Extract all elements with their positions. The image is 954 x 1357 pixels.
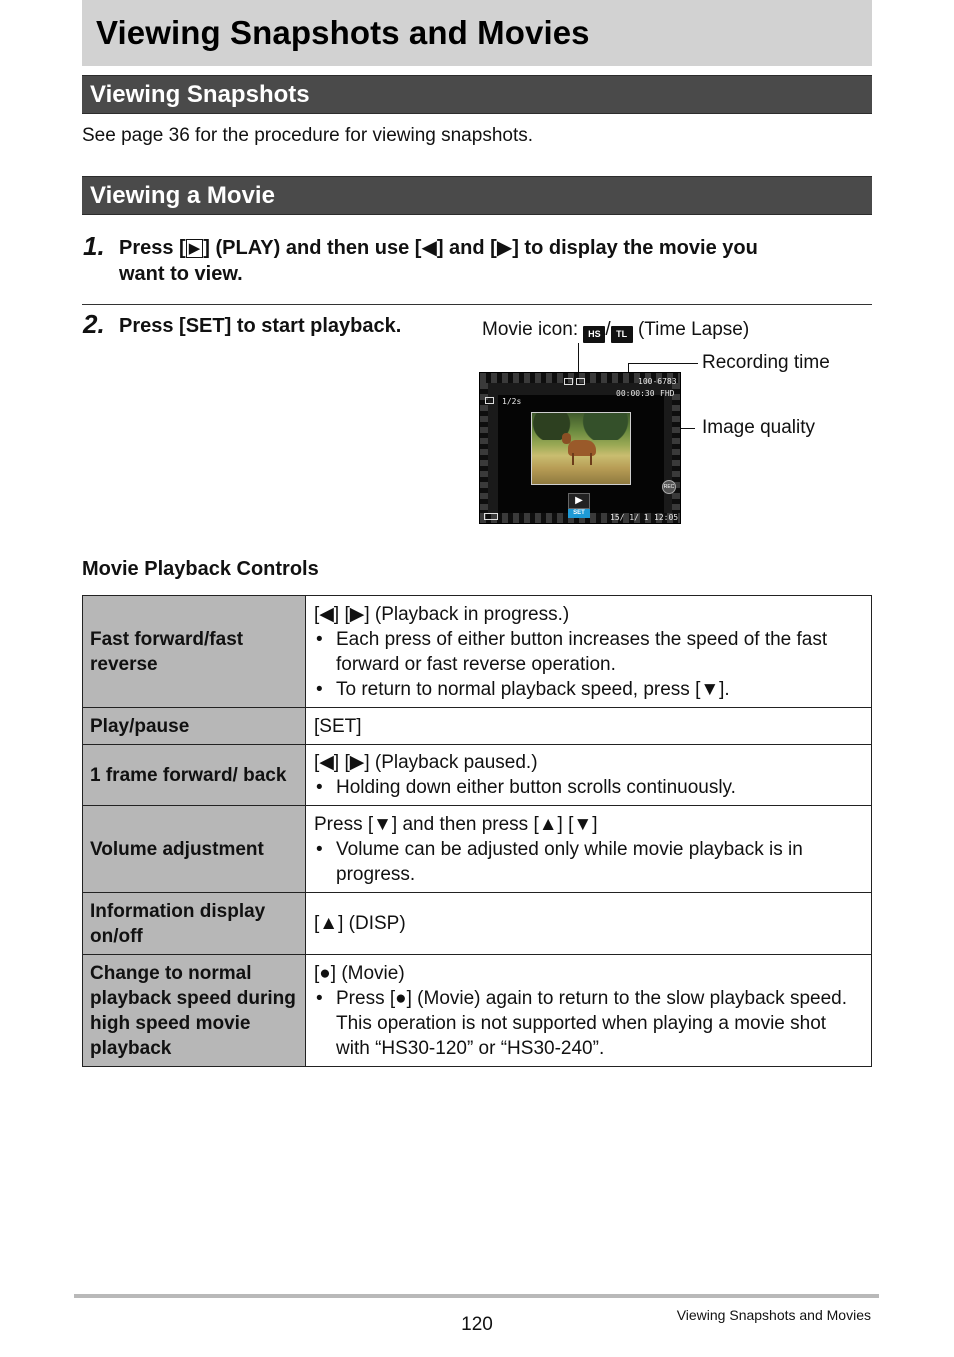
screen-clock: 12:05 (654, 513, 679, 522)
running-title: Viewing Snapshots and Movies (676, 1307, 871, 1323)
section-title-movie: Viewing a Movie (90, 182, 275, 209)
page-number: 120 (461, 1314, 493, 1335)
image-quality-callout: Image quality (702, 417, 816, 438)
deer-photo (531, 412, 631, 485)
table-row (83, 806, 872, 893)
movie-icon-label: Movie icon: (482, 319, 579, 340)
photo-deer-leg (590, 453, 592, 465)
table-row (83, 708, 872, 745)
film-strip-right (672, 383, 680, 513)
step-1-number: 1. (83, 231, 105, 261)
control-lead: [◀] [▶] (Playback in progress.) (314, 603, 570, 625)
screen-shutter: 1/2s (502, 397, 522, 406)
playback-controls-table (82, 595, 872, 1067)
step-2-text: Press [SET] to start playback. (119, 315, 402, 337)
right-arrow-icon: ▶ (496, 237, 513, 259)
photo-trees (532, 413, 630, 440)
list-item: • Volume can be adjusted only while movie playback is in progress. (314, 837, 863, 887)
step-1-line2: want to view. (119, 263, 243, 285)
step-divider (82, 304, 872, 305)
control-key: 1 frame forward/ back (83, 745, 306, 806)
screen-play-icon: ▶ (568, 493, 590, 509)
step-1-part: ] and [ (436, 237, 497, 259)
control-lead: [▲] (DISP) (314, 913, 406, 934)
list-item: • To return to normal playback speed, press [▼]. (314, 677, 863, 702)
control-key: Fast forward/fast reverse (83, 596, 306, 708)
section-title-snapshots: Viewing Snapshots (90, 81, 310, 108)
screen-mode-icon (485, 397, 494, 404)
control-key: Information display on/off (83, 893, 306, 955)
control-description (306, 955, 872, 1067)
screen-date: 15/ 1/ 1 (610, 513, 649, 522)
screen-set-label: SET (568, 509, 590, 518)
time-lapse-icon: TL (611, 326, 633, 343)
screen-recording-time: 00:00:30 (616, 389, 655, 398)
bullet-text: Each press of either button increases the speed of the fast forward or fast reverse operation. (336, 628, 828, 675)
table-row (83, 893, 872, 955)
section-header-movie (82, 176, 872, 215)
bullet-text: To return to normal playback speed, press [▼]. (336, 678, 730, 700)
bullet-text: Volume can be adjusted only while movie playback is in progress. (336, 838, 803, 885)
camera-display-illustration (479, 372, 681, 524)
table-row (83, 596, 872, 708)
list-item: • Press [●] (Movie) again to return to the slow playback speed. This operation is not supported when playing a movie shot with “HS30-120” or “HS30-240”. (314, 986, 863, 1061)
control-description (306, 596, 872, 708)
control-key: Change to normal playback speed during high speed movie playback (83, 955, 306, 1067)
photo-deer-leg (572, 453, 574, 465)
movie-icon-suffix: (Time Lapse) (637, 319, 750, 340)
left-arrow-icon: ◀ (421, 237, 437, 259)
movie-icon-separator: / (605, 319, 611, 340)
bullet-text: Press [●] (Movie) again to return to the slow playback speed. This operation is not supported when playing a movie shot with “HS30-120” or “HS30-240”. (336, 987, 847, 1059)
screen-quality: FHD (660, 389, 675, 398)
control-lead: [●] (Movie) (314, 962, 405, 984)
play-button-icon: ▶ (186, 239, 204, 258)
screen-file-number: 100-6783 (638, 377, 677, 386)
control-lead: [◀] [▶] (Playback paused.) (314, 752, 538, 773)
control-lead: [SET] (314, 715, 362, 737)
controls-heading: Movie Playback Controls (82, 558, 319, 580)
recording-time-leader-h (628, 363, 698, 364)
movie-icon-callout (482, 319, 749, 343)
control-description (306, 745, 872, 806)
list-item: • Each press of either button increases the speed of the fast forward or fast reverse operation. (314, 627, 863, 677)
table-row (83, 745, 872, 806)
screen-battery-icon (484, 513, 498, 520)
section-header-snapshots (82, 75, 872, 114)
screen-rec-icon: REC (662, 480, 676, 494)
footer-divider (74, 1294, 879, 1298)
list-item: • Holding down either button scrolls continuously. (314, 775, 863, 800)
step-2-number: 2. (83, 309, 105, 339)
control-key: Volume adjustment (83, 806, 306, 893)
screen-time-lapse-icon (576, 378, 585, 385)
control-lead: Press [▼] and then press [▲] [▼] (314, 813, 598, 835)
page-title: Viewing Snapshots and Movies (96, 14, 590, 51)
step-1-part: ] (PLAY) and then use [ (203, 237, 422, 259)
snapshots-text: See page 36 for the procedure for viewing snapshots. (82, 125, 534, 146)
page-title-bar (82, 0, 872, 66)
movie-camera-icon: HS (583, 326, 605, 343)
step-1-part: Press [ (119, 237, 186, 259)
control-description (306, 806, 872, 893)
step-1-part: ] to display the movie you (512, 237, 758, 259)
control-description (306, 893, 872, 955)
recording-time-callout: Recording time (702, 352, 830, 373)
photo-deer-head (562, 433, 571, 444)
step-1-text (119, 235, 869, 287)
control-key: Play/pause (83, 708, 306, 745)
control-description (306, 708, 872, 745)
screen-movie-icon (564, 378, 573, 385)
table-row (83, 955, 872, 1067)
bullet-text: Holding down either button scrolls continuously. (336, 777, 736, 798)
